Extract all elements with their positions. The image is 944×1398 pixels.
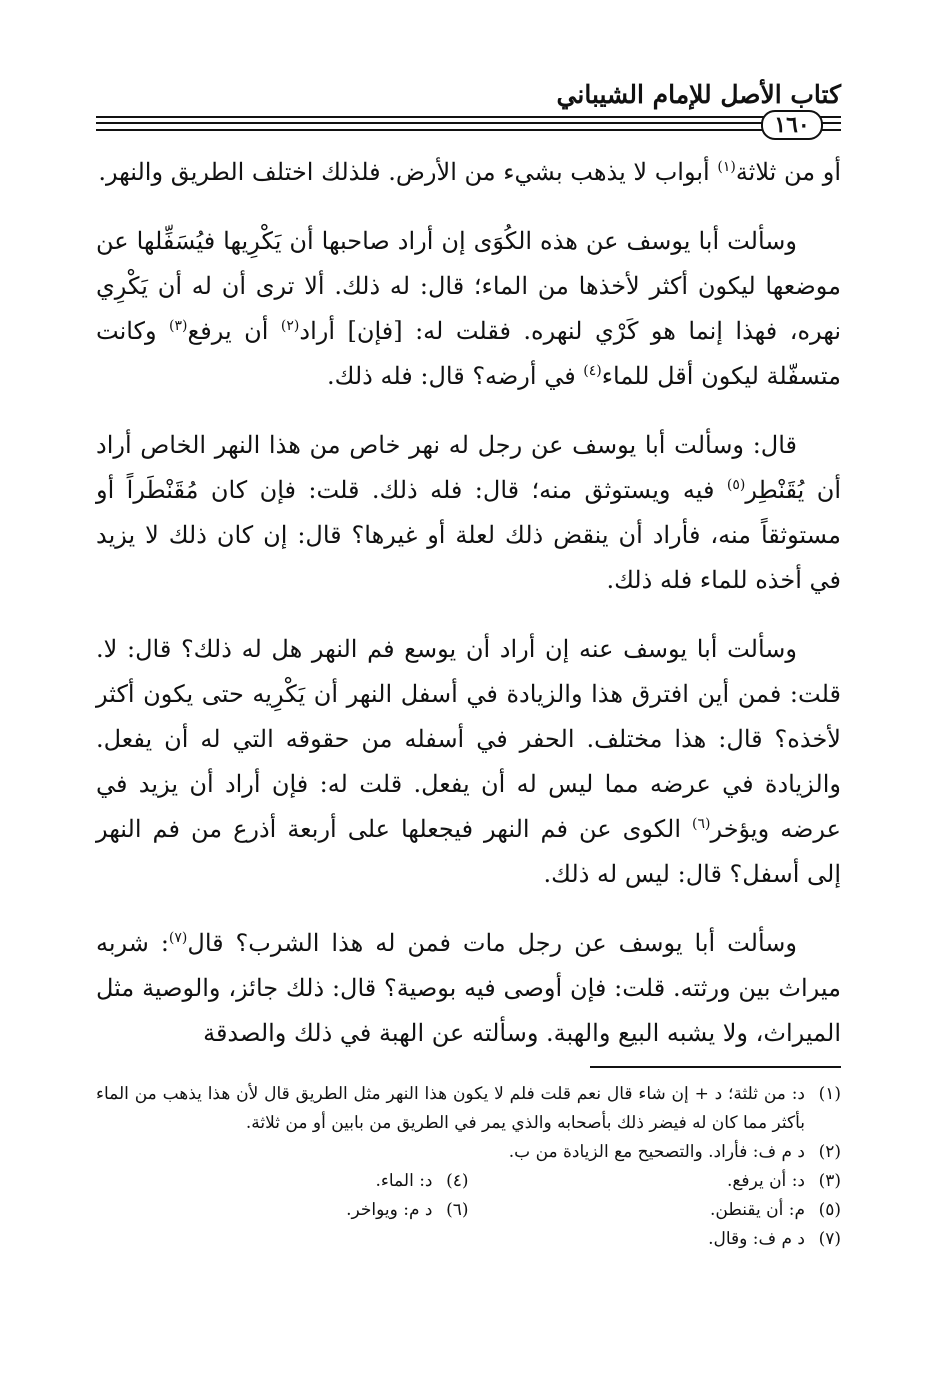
footnote-number: (٤) <box>446 1171 469 1191</box>
paragraph-2 <box>96 219 841 399</box>
footnote-ref: (٧) <box>168 930 188 946</box>
footnotes <box>96 1080 841 1254</box>
footnote-text: د: أن يرفع. <box>726 1171 805 1191</box>
header-double-rule-left <box>96 122 764 131</box>
footnote-row <box>96 1167 841 1196</box>
footnote-ref: (٦) <box>691 816 711 832</box>
text-run: في أرضه؟ قال: فله ذلك. <box>326 362 584 390</box>
footnote-ref: (١) <box>717 159 736 175</box>
paragraph-1 <box>96 150 841 195</box>
header-rule <box>96 116 841 118</box>
footnote-6 <box>96 1196 469 1225</box>
paragraph-3 <box>96 423 841 603</box>
text-run: وسألت أبا يوسف عن رجل مات فمن له هذا الشرب؟ قال <box>187 929 797 957</box>
footnote-4 <box>96 1167 469 1196</box>
footnote-number: (١) <box>818 1084 841 1104</box>
footnote-row <box>96 1196 841 1225</box>
footnote-number: (٦) <box>446 1200 469 1220</box>
footnote-text: د: الماء. <box>375 1171 433 1191</box>
footnote-text: د م: ويواخر. <box>346 1200 433 1220</box>
footnote-3 <box>469 1167 842 1196</box>
footnote-1 <box>96 1080 841 1138</box>
header-double-rule-right <box>821 122 841 131</box>
paragraph-5 <box>96 921 841 1056</box>
footnote-5 <box>469 1196 842 1225</box>
page-number: ١٦٠ <box>761 110 823 140</box>
main-text <box>96 150 841 1080</box>
text-run: الكوى عن فم النهر فيجعلها على أربعة أذرع من فم النهر إلى أسفل؟ قال: ليس له ذلك. <box>96 815 841 888</box>
footnote-text: د م ف: وقال. <box>708 1229 805 1249</box>
text-run: أو من ثلاثة <box>735 158 841 186</box>
footnote-ref: (٤) <box>583 363 602 379</box>
footnote-7 <box>96 1225 841 1254</box>
paragraph-4 <box>96 627 841 897</box>
footnote-number: (٧) <box>818 1229 841 1249</box>
text-run: قال: وسألت أبا يوسف عن رجل له نهر خاص من هذا النهر الخاص أراد أن يُقَنْطِر <box>96 431 842 504</box>
footnote-ref: (٢) <box>280 318 300 334</box>
footnote-number: (٢) <box>818 1142 841 1162</box>
text-run: أن يرفع <box>187 317 281 345</box>
footnote-ref: (٥) <box>726 477 746 493</box>
footnote-text: م: أن يقنطن. <box>709 1200 805 1220</box>
footnote-number: (٥) <box>818 1200 841 1220</box>
text-run: وسألت أبا يوسف عنه إن أراد أن يوسع فم النهر هل له ذلك؟ قال: لا. قلت: فمن أين افترق هذا والزيادة في أسفل النهر أن يَكْرِيه حتى يكون أكثر لأخذه؟ قال: هذا مختلف. الحفر في أسفله من حقوقه التي له أن يفعل. والزيادة في عرضه مما ليس له أن يفعل. قلت له: فإن أراد أن يزيد في عرضه ويؤخر <box>96 635 841 843</box>
text-run: وسألت أبا يوسف عن هذه الكُوَى إن أراد صاحبها أن يَكْرِيها فيُسَفِّلها عن موضعها ليكون أكثر لأخذها من الماء؛ قال: له ذلك. ألا ترى أن له أن يَكْرِي نهره، فهذا إنما هو كَرْي لنهره. فقلت له: [فإن] أراد <box>96 227 841 345</box>
footnote-text: د: من ثلثة؛ د + إن شاء قال نعم قلت فلم لا يكون هذا النهر مثل الطريق قال لأن هذا يذهب من الماء بأكثر مما كان له فيضر ذلك بأصحابه والذي يمر في الطريق من بابين أو من ثلاثة. <box>96 1084 805 1133</box>
footnote-text: د م ف: فأراد. والتصحيح مع الزيادة من ب. <box>508 1142 805 1162</box>
text-run: فيه ويستوثق منه؛ قال: فله ذلك. قلت: فإن كان مُقَنْطَراً أو مستوثقاً منه، فأراد أن ينقض ذلك لعلة أو غيرها؟ قال: إن كان ذلك لا يزيد في أخذه للماء فله ذلك. <box>96 476 841 594</box>
text-run: : شربه ميراث بين ورثته. قلت: فإن أوصى فيه بوصية؟ قال: ذلك جائز، والوصية مثل الميراث، ولا يشبه البيع والهبة. وسألته عن الهبة في ذلك والصدقة <box>96 929 841 1047</box>
text-run: أبواب لا يذهب بشيء من الأرض. فلذلك اختلف الطريق والنهر. <box>98 158 718 186</box>
text-run: وكانت متسفّلة ليكون أقل للماء <box>96 317 841 390</box>
running-head-title: كتاب الأصل للإمام الشيباني <box>556 80 841 109</box>
footnote-number: (٣) <box>818 1171 841 1191</box>
footnote-separator <box>590 1066 841 1068</box>
page-header <box>96 80 841 138</box>
footnote-2 <box>96 1138 841 1167</box>
footnote-ref: (٣) <box>169 318 188 334</box>
